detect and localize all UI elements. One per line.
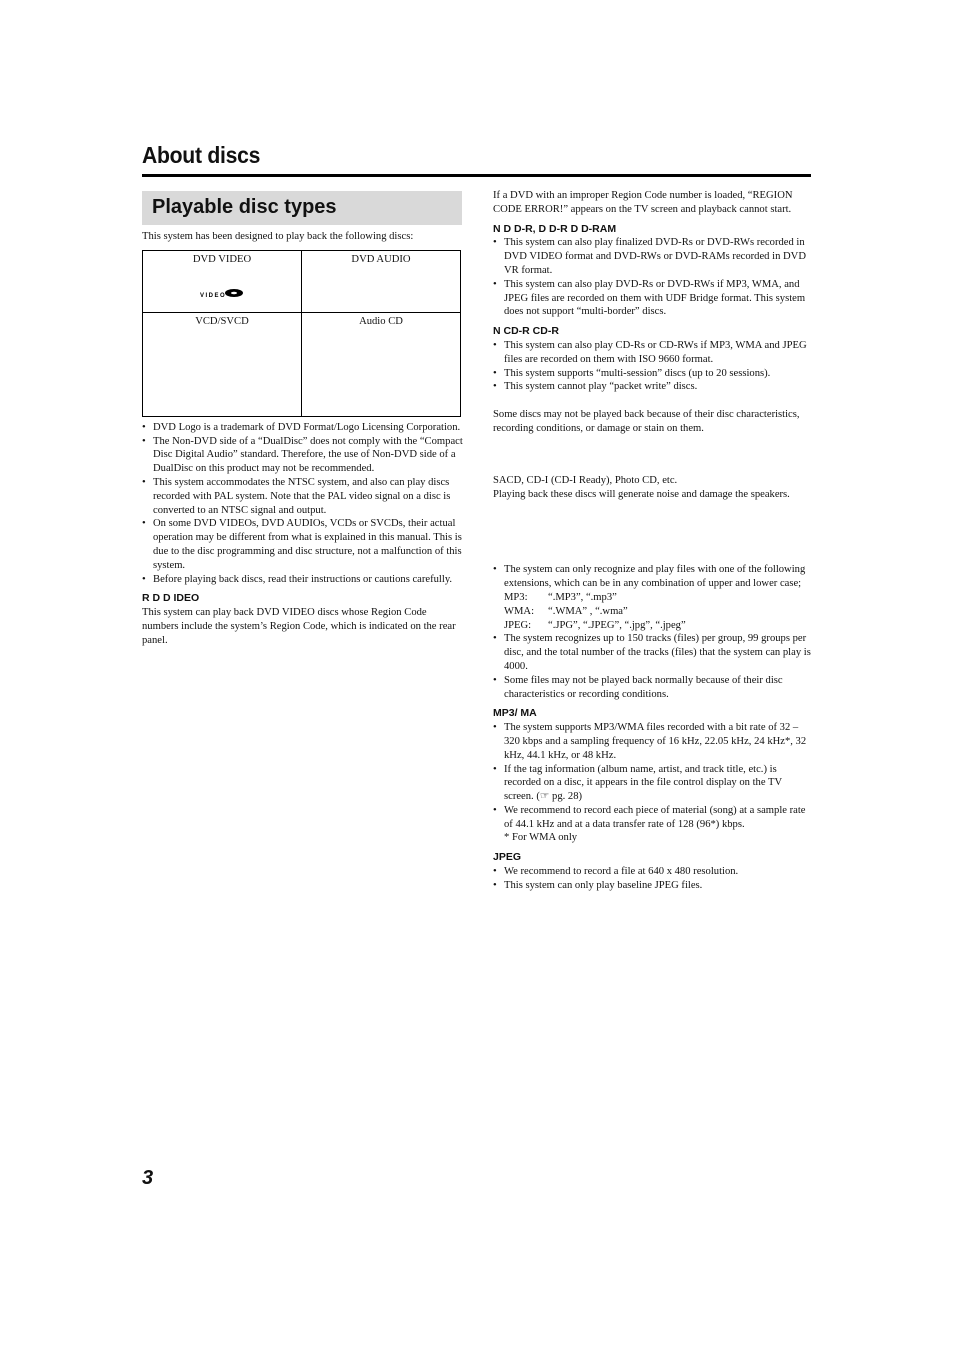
right-column [493,189,811,893]
page-number: 3 [142,1167,154,1189]
dvd-r-list [493,236,811,319]
list-item: • If the tag information (album name, artist, and track title, etc.) is recorded on a disc, it appears in the file control display on the TV screen. (☞ pg. 28) [493,763,811,804]
list-item [493,563,811,632]
region-error-text: If a DVD with an improper Region Code number is loaded, “REGION CODE ERROR!” appears on the TV screen and playback cannot start. [493,190,793,215]
list-item: • Before playing back discs, read their instructions or cautions carefully. [142,573,464,587]
list-item: • This system accommodates the NTSC system, and also can play discs recorded with PAL system. Note that the PAL video signal on a disc is converted to an NTSC signal and output. [142,476,464,517]
section-header [142,191,462,225]
ext-row-mp3: MP3: “.MP3”, “.mp3” [504,591,617,603]
region-code-text: This system can play back DVD VIDEO discs whose Region Code numbers include the system’s Region Code, which is indicated on the rear panel. [142,607,456,646]
list-item: • The Non-DVD side of a “DualDisc” does not comply with the “Compact Disc Digital Audio” standard. Therefore, the use of Non-DVD side of a DualDisc on this product may not be recommended. [142,435,464,476]
cell-dvd-video [143,250,302,312]
mp3-wma-list [493,721,811,831]
file-notes-list [493,563,811,701]
section-title: Playable disc types [152,196,337,218]
region-code-heading: R D D IDEO [142,592,200,605]
jpeg-list [493,865,811,893]
some-discs-text: Some discs may not be played back because of their disc characteristics, recording conditions, or damage or stain on them. [493,409,800,434]
list-item: • We recommend to record each piece of material (song) at a sample rate of 44.1 kHz and at a data transfer rate of 128 (96*) kbps. [493,804,811,832]
cell-label: Audio CD [359,315,403,327]
list-item: • This system can also play finalized DVD-Rs or DVD-RWs recorded in DVD VIDEO format and DVD-RWs or DVD-RAMs recorded in DVD VR format. [493,236,811,277]
cell-vcd-svcd [143,312,302,416]
ext-row-wma: WMA: “.WMA” , “.wma” [504,605,628,617]
intro-text: This system has been designed to play back the following discs: [142,231,414,242]
list-item: • We recommend to record a file at 640 x 480 resolution. [493,865,811,879]
logo-text: VIDEO [200,292,227,299]
disc-notes-list [142,421,464,587]
list-item: • DVD Logo is a trademark of DVD Format/Logo Licensing Corporation. [142,421,464,435]
ext-row-jpeg: JPEG: “.JPG”, “.JPEG”, “.jpg”, “.jpeg” [504,619,686,631]
cd-r-heading: N CD-R CD-R [493,325,559,338]
dvd-r-heading: N D D-R, D D-R D D-RAM [493,222,617,235]
cell-dvd-audio [302,250,461,312]
unplayable-warning-text: Playing back these discs will generate noise and damage the speakers. [493,488,790,500]
jpeg-heading: JPEG [493,851,522,864]
list-item: • This system can only play baseline JPEG files. [493,879,811,893]
cd-r-list [493,339,811,394]
wma-footnote: * For WMA only [504,832,578,844]
list-item: • The system recognizes up to 150 tracks (files) per group, 99 groups per disc, and the total number of the tracks (files) that the system can play is 4000. [493,632,811,673]
cell-label: DVD VIDEO [192,253,252,265]
list-item: • On some DVD VIDEOs, DVD AUDIOs, VCDs or SVCDs, their actual operation may be different from what is explained in this manual. This is due to the disc programming and disc structure, not a malfunction of this system. [142,517,464,572]
disc-types-table [142,250,461,417]
unplayable-discs-text: SACD, CD-I (CD-I Ready), Photo CD, etc. [493,474,678,486]
mp3-wma-heading: MP3/ MA [493,707,537,720]
list-item: • This system supports “multi-session” discs (up to 20 sessions). [493,367,811,381]
page-title: About discs [142,142,261,168]
cell-audio-cd [302,312,461,416]
cell-label: DVD AUDIO [351,253,411,265]
left-column [142,230,464,648]
list-item: • This system can also play DVD-Rs or DVD-RWs if MP3, WMA, and JPEG files are recorded on them with UDF Bridge format. This system does not support “multi-border” discs. [493,278,811,319]
title-rule [142,174,811,177]
file-extension-intro: The system can only recognize and play files with one of the following extensions, which can be in any combination of upper and lower case; [504,564,806,590]
cell-label: VCD/SVCD [195,315,249,327]
list-item: • This system cannot play “packet write” discs. [493,380,811,394]
list-item: • The system supports MP3/WMA files recorded with a bit rate of 32 – 320 kbps and a sampling frequency of 16 kHz, 22.05 kHz, 24 kHz*, 32 kHz, 44.1 kHz, or 48 kHz. [493,721,811,762]
dvd-video-logo-icon [200,285,244,299]
list-item: • This system can also play CD-Rs or CD-RWs if MP3, WMA and JPEG files are recorded on them with ISO 9660 format. [493,339,811,367]
list-item: • Some files may not be played back normally because of their disc characteristics or recording conditions. [493,674,811,702]
